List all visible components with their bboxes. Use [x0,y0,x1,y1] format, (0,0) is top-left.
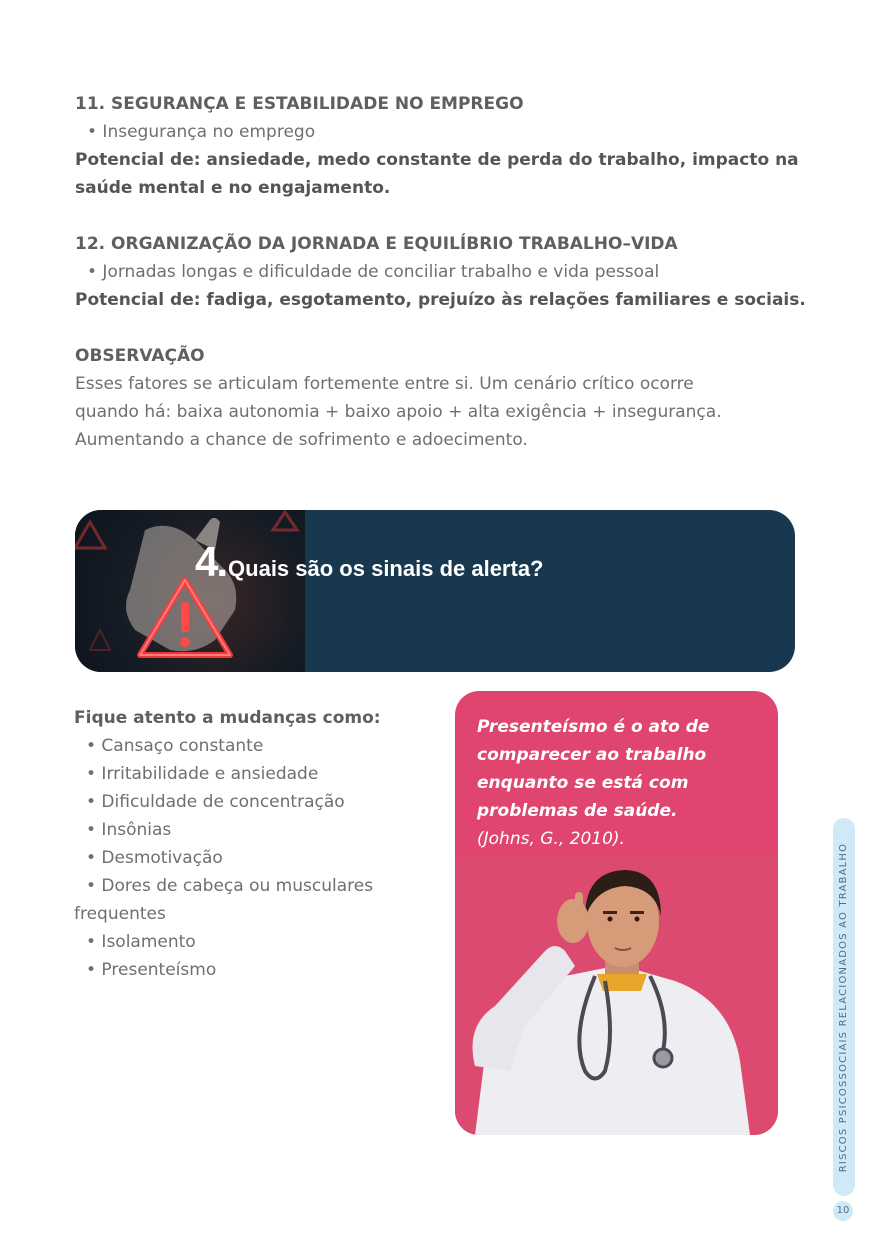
section-12-title: 12. ORGANIZAÇÃO DA JORNADA E EQUILÍBRIO TRABALHO–VIDA [75,234,678,254]
list-item: • Desmotivação [86,848,223,868]
observation-line: quando há: baixa autonomia + baixo apoio + alta exigência + insegurança. [75,402,722,422]
section-question: Quais são os sinais de alerta? [228,556,544,581]
list-item-continuation: frequentes [74,904,166,924]
doctor-photo [455,856,778,1135]
presenteeism-quote [477,713,767,853]
side-tab-label: RISCOS PSICOSSOCIAIS RELACIONADOS AO TRABALHO [838,842,850,1172]
section-number: 4. [195,538,227,585]
section-11-bullet: • Insegurança no emprego [87,122,316,142]
list-item: • Dores de cabeça ou musculares [86,876,374,896]
page-number: 10 [833,1201,853,1221]
quote-citation: (Johns, G., 2010). [477,829,625,849]
section-banner [75,510,795,672]
list-item: • Presenteísmo [86,960,217,980]
list-item: • Irritabilidade e ansiedade [86,764,319,784]
quote-line: enquanto se está com [477,773,689,793]
observation-line: Esses fatores se articulam fortemente entre si. Um cenário crítico ocorre [75,374,694,394]
banner-title [195,538,544,586]
section-11-title: 11. SEGURANÇA E ESTABILIDADE NO EMPREGO [75,94,524,114]
quote-line: problemas de saúde. [477,801,678,821]
quote-line: Presenteísmo é o ato de [477,717,710,737]
section-12-potential: Potencial de: fadiga, esgotamento, prejuízo às relações familiares e sociais. [75,290,806,310]
list-item: • Insônias [86,820,172,840]
section-12-bullet: • Jornadas longas e dificuldade de conciliar trabalho e vida pessoal [87,262,660,282]
section-11-potential: Potencial de: ansiedade, medo constante de perda do trabalho, impacto na saúde mental e no engajamento. [75,150,799,198]
signs-intro: Fique atento a mudanças como: [74,708,381,728]
observation-title: OBSERVAÇÃO [75,346,205,366]
list-item: • Dificuldade de concentração [86,792,345,812]
warning-triangle-icon [75,510,305,672]
warning-hand-image [75,510,305,672]
observation-line: Aumentando a chance de sofrimento e adoecimento. [75,430,528,450]
warning-signs [74,704,414,984]
observation [75,342,815,454]
side-tab-label-wrap [833,818,855,1196]
presenteeism-card [455,691,778,1135]
section-11 [75,90,815,202]
section-12 [75,230,815,314]
list-item: • Cansaço constante [86,736,264,756]
quote-line: comparecer ao trabalho [477,745,707,765]
list-item: • Isolamento [86,932,196,952]
